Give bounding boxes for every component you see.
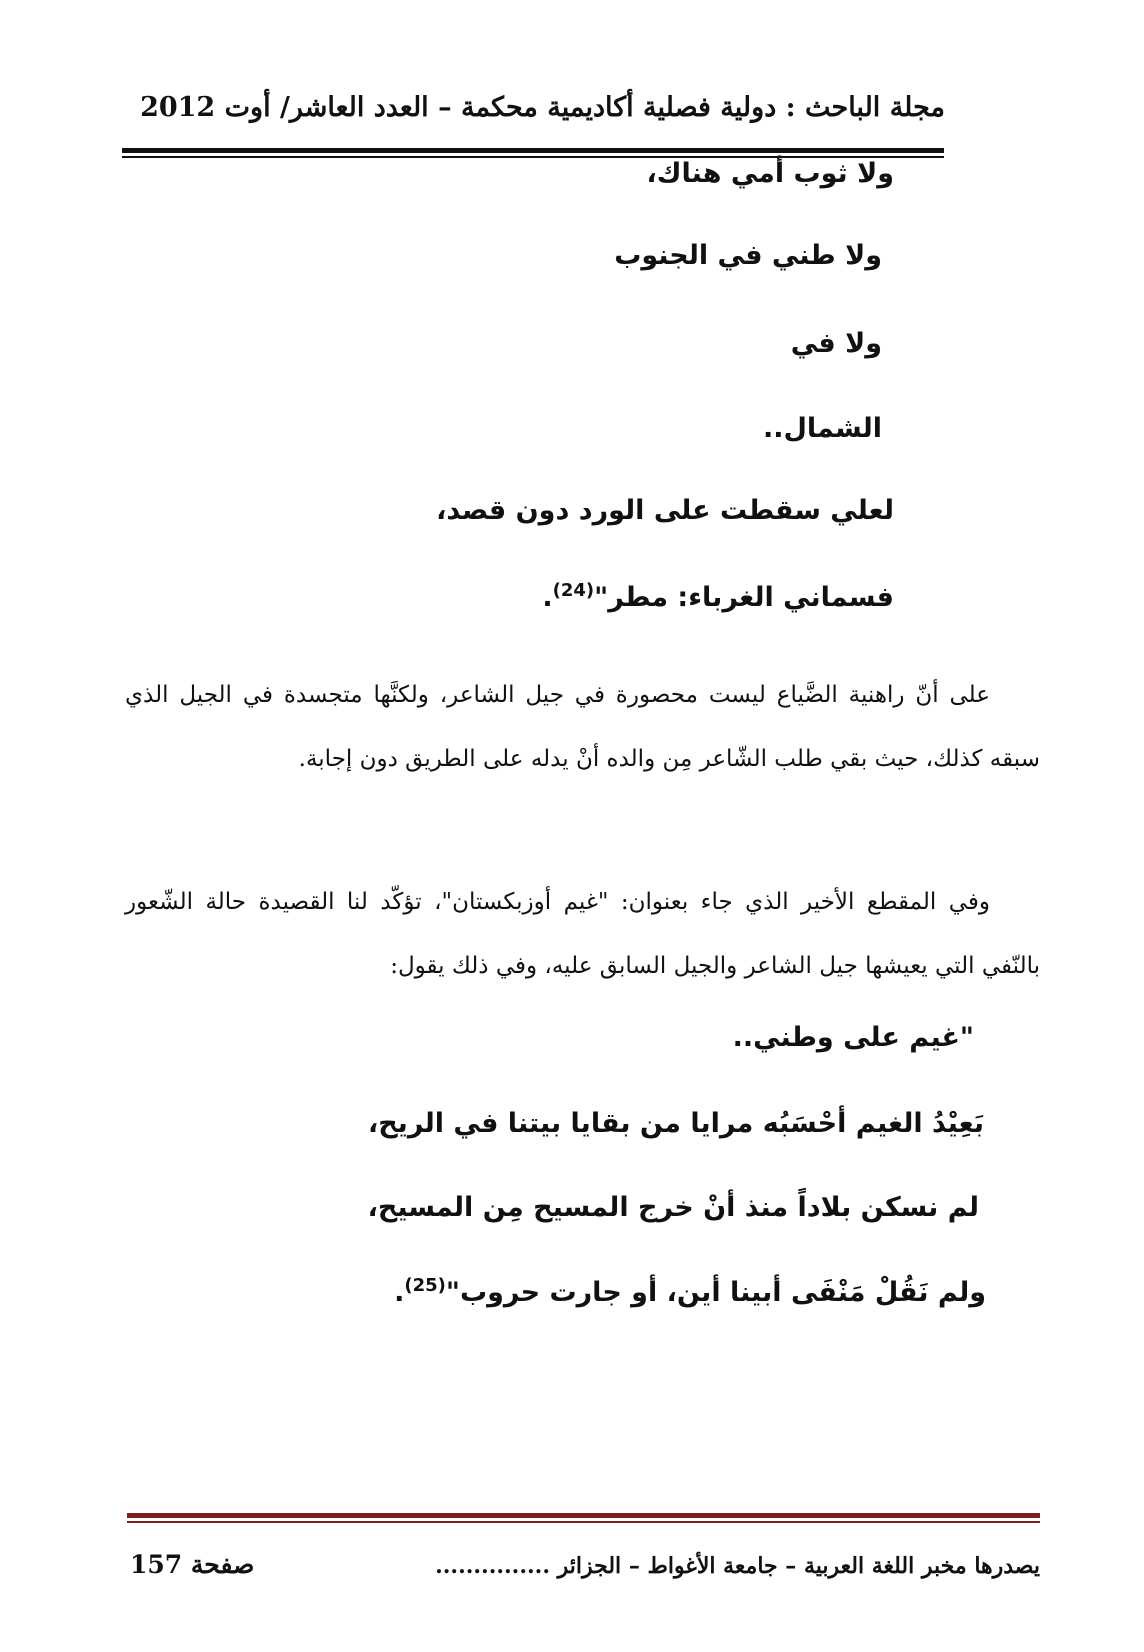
header-divider-thick [122, 148, 944, 153]
footer-divider-thick [127, 1513, 1040, 1518]
poem-line: "غيم على وطني.. [732, 1022, 974, 1053]
poem-line: ولا في [790, 328, 882, 359]
poem-line: الشمال.. [762, 413, 882, 444]
prose-paragraph [125, 663, 1040, 791]
poem-line: ولا ثوب أمي هناك، [646, 158, 894, 189]
paragraph-text: وفي المقطع الأخير الذي جاء بعنوان: "غيم أوزبكستان"، تؤكّد لنا القصيدة حالة الشّعور بالنّفي التي يعيشها جيل الشاعر والجيل السابق عليه، وفي ذلك يقول: [125, 889, 1040, 979]
page-number [130, 1550, 254, 1579]
poem-line-with-footnote [394, 1275, 986, 1308]
page-number-label: صفحة [190, 1550, 255, 1579]
poem-line: ولا طني في الجنوب [614, 240, 882, 271]
poem-line-text: ولم نَقُلْ مَنْفَى أبينا أين، أو جارت حروب" [445, 1277, 986, 1308]
poem-line: بَعِيْدُ الغيم أحْسَبُه مرايا من بقايا بيتنا في الريح، [367, 1108, 984, 1139]
poem-line-end: . [542, 582, 553, 613]
footer-divider-thin [127, 1521, 1040, 1523]
poem-line: لم نسكن بلاداً منذ أنْ خرج المسيح مِن المسيح، [367, 1192, 979, 1223]
footnote-reference: (25) [404, 1275, 446, 1296]
poem-line: لعلي سقطت على الورد دون قصد، [436, 495, 894, 526]
prose-paragraph [125, 870, 1040, 998]
paragraph-text: على أنّ راهنية الضَّياع ليست محصورة في جيل الشاعر، ولكنَّها متجسدة في الجيل الذي سبقه كذلك، حيث بقي طلب الشّاعر مِن والده أنْ يدله على الطريق دون إجابة. [125, 682, 1040, 772]
footnote-reference: (24) [552, 580, 595, 601]
poem-line-text: فسماني الغرباء: مطر" [594, 582, 894, 613]
footer-publisher: يصدرها مخبر اللغة العربية – جامعة الأغواط – الجزائر ............... [435, 1553, 1040, 1579]
poem-line-with-footnote [542, 580, 894, 613]
journal-header-title: مجلة الباحث : دولية فصلية أكاديمية محكمة – العدد العاشر/ أوت 2012 [140, 92, 945, 123]
poem-line-end: . [394, 1277, 405, 1308]
page-number-value: 157 [130, 1550, 183, 1579]
